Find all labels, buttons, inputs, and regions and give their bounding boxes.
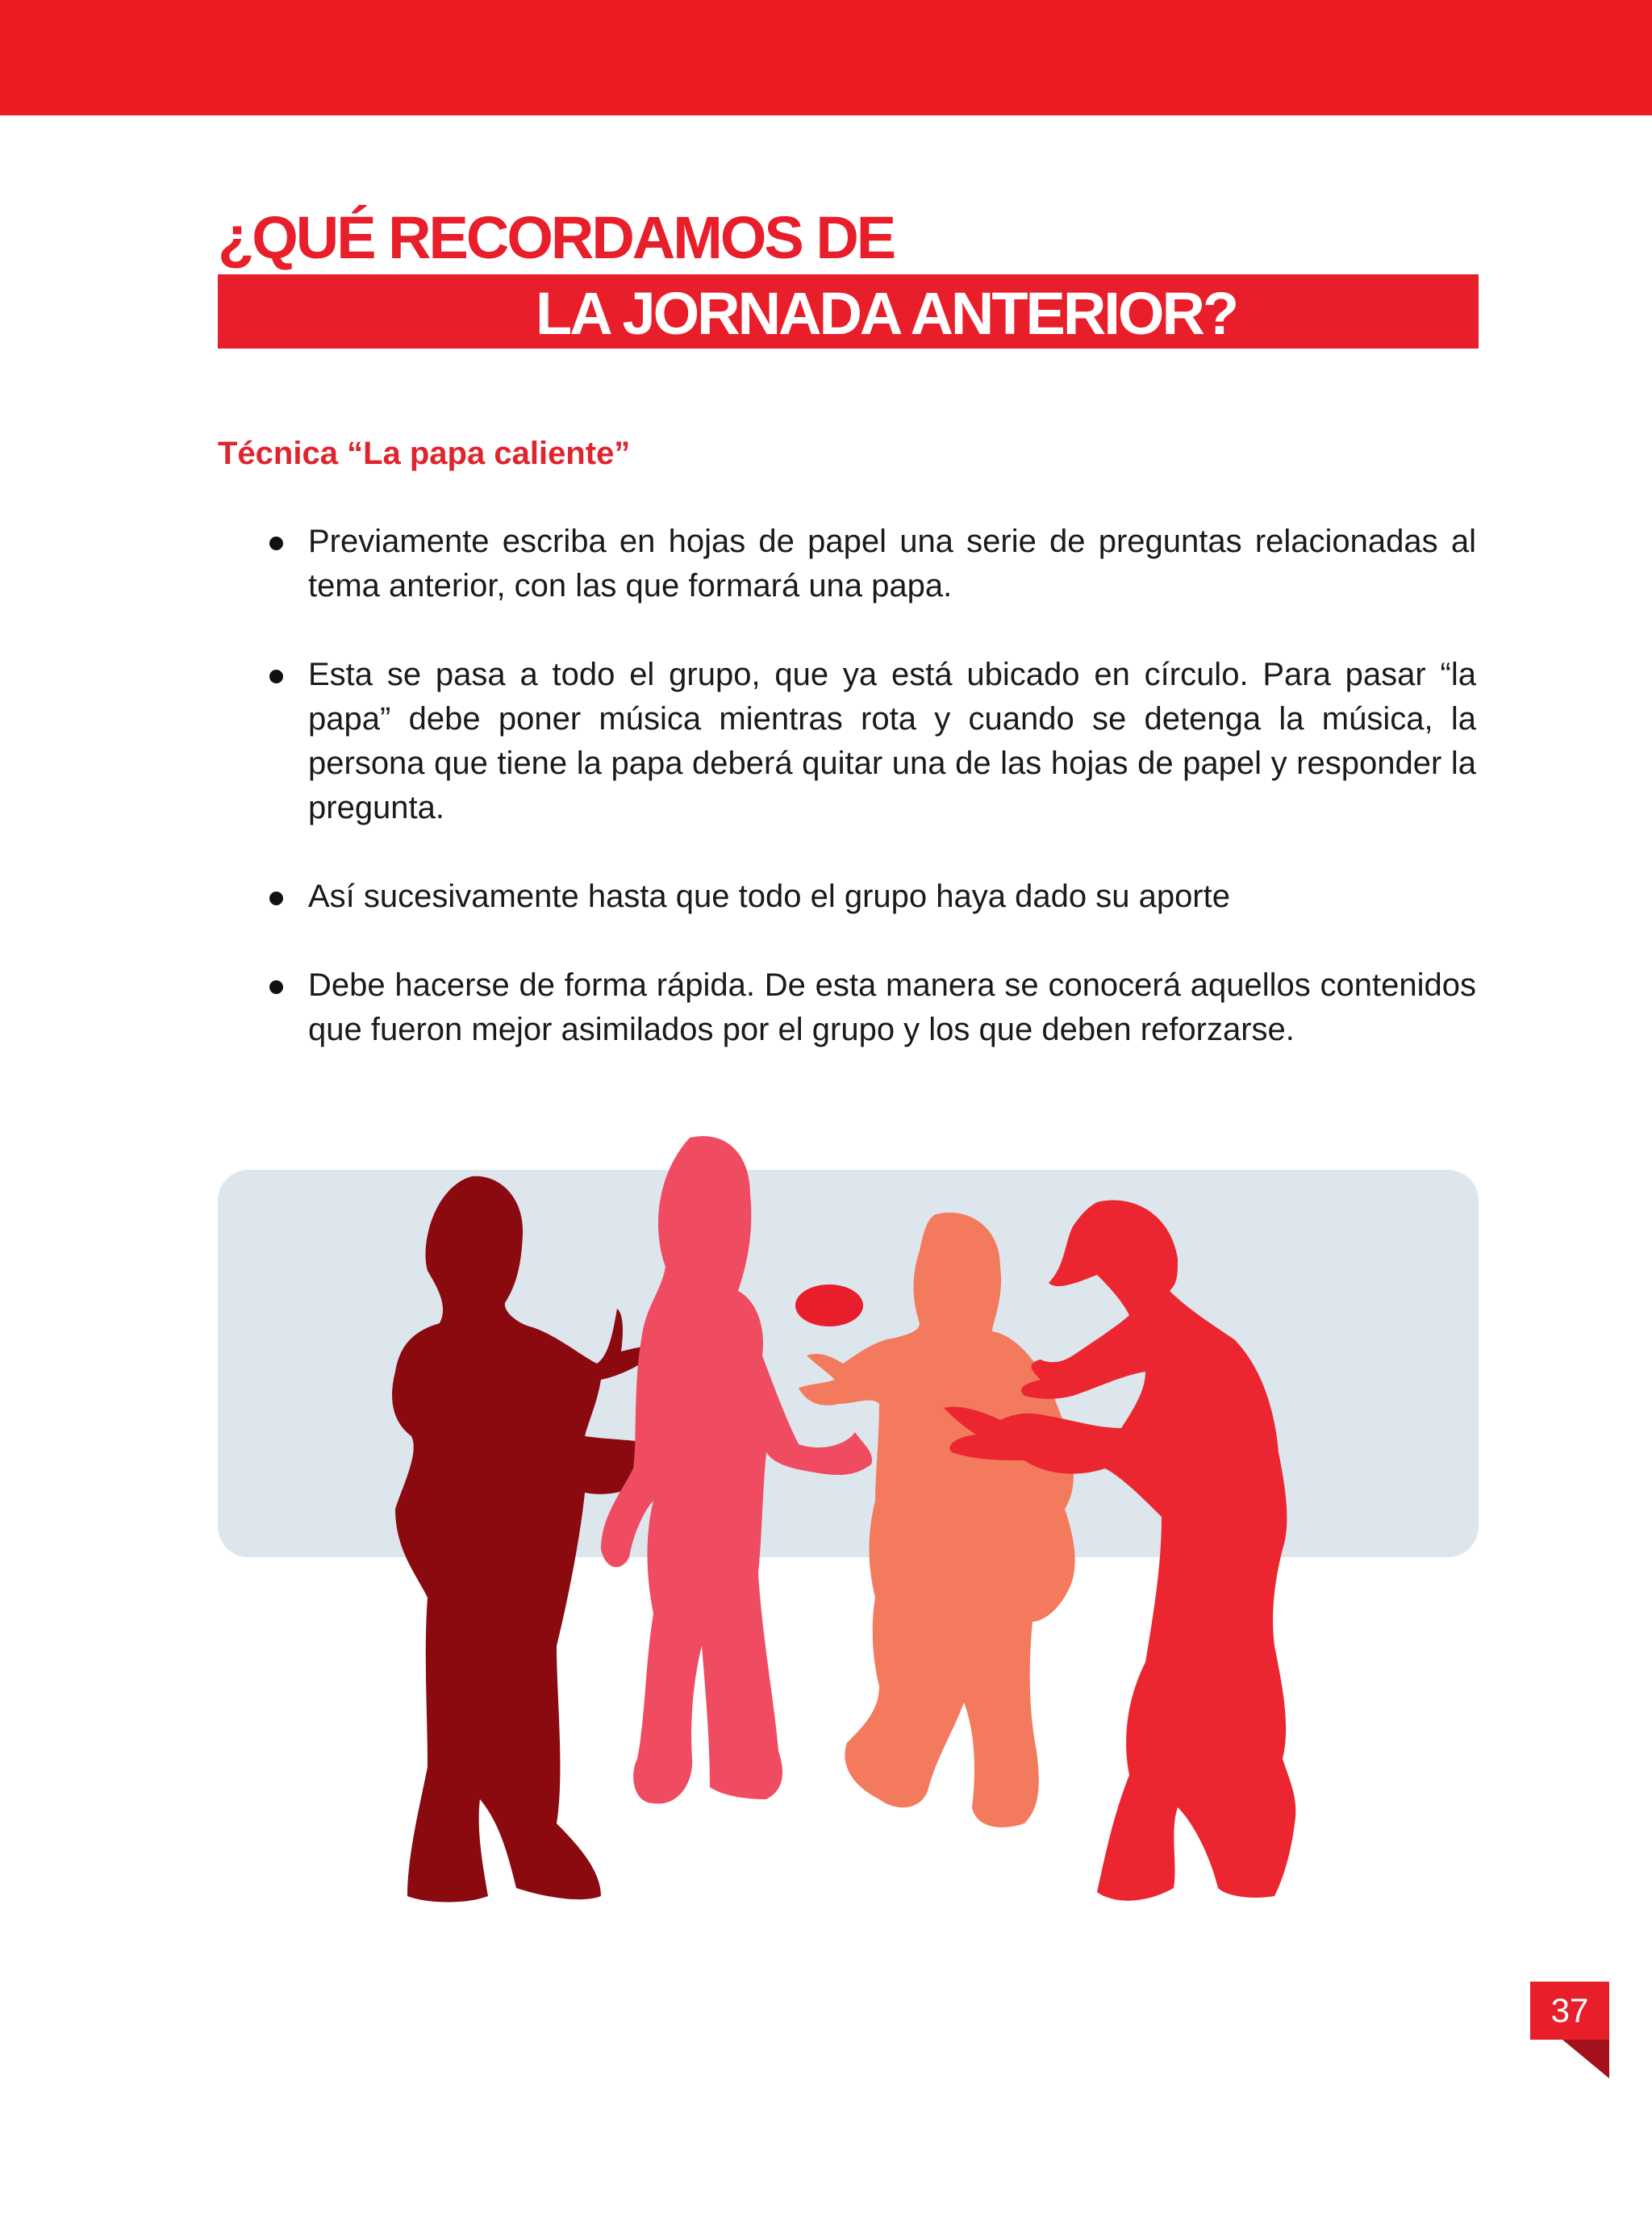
hot-potato-icon (795, 1284, 863, 1326)
bullet-icon (269, 537, 283, 550)
page-number: 37 (1550, 1991, 1589, 2029)
list-item-text: Previamente escriba en hojas de papel una serie de preguntas relacionadas al tema anterior, con las que formará una papa. (308, 524, 1476, 604)
page-title-line-1: ¿QUÉ RECORDAMOS DE (218, 204, 895, 271)
bullet-icon (269, 980, 283, 994)
list-item (266, 963, 1476, 1052)
page-title-line-2: LA JORNADA ANTERIOR? (536, 280, 1237, 347)
list-item-text: Esta se pasa a todo el grupo, que ya está ubicado en círculo. Para pasar “la papa” debe poner música mientras rota y cuando se detenga la música, la persona que tiene la papa deberá quitar una de las hojas de papel y responder la pregunta. (308, 657, 1476, 825)
list-item (266, 875, 1476, 919)
list-item-text: Debe hacerse de forma rápida. De esta manera se conocerá aquellos contenidos que fueron mejor asimilados por el grupo y los que deben reforzarse. (308, 967, 1476, 1047)
list-item-text: Así sucesivamente hasta que todo el grupo haya dado su aporte (308, 879, 1230, 914)
section-subtitle: Técnica “La papa caliente” (218, 436, 631, 471)
instruction-list (266, 520, 1476, 1096)
people-passing-potato-illustration (0, 1130, 1652, 1969)
top-red-band (0, 0, 1652, 115)
bullet-icon (269, 892, 283, 905)
list-item (266, 653, 1476, 830)
bullet-icon (269, 670, 283, 683)
list-item (266, 520, 1476, 608)
page-corner-tab (1562, 2040, 1609, 2078)
